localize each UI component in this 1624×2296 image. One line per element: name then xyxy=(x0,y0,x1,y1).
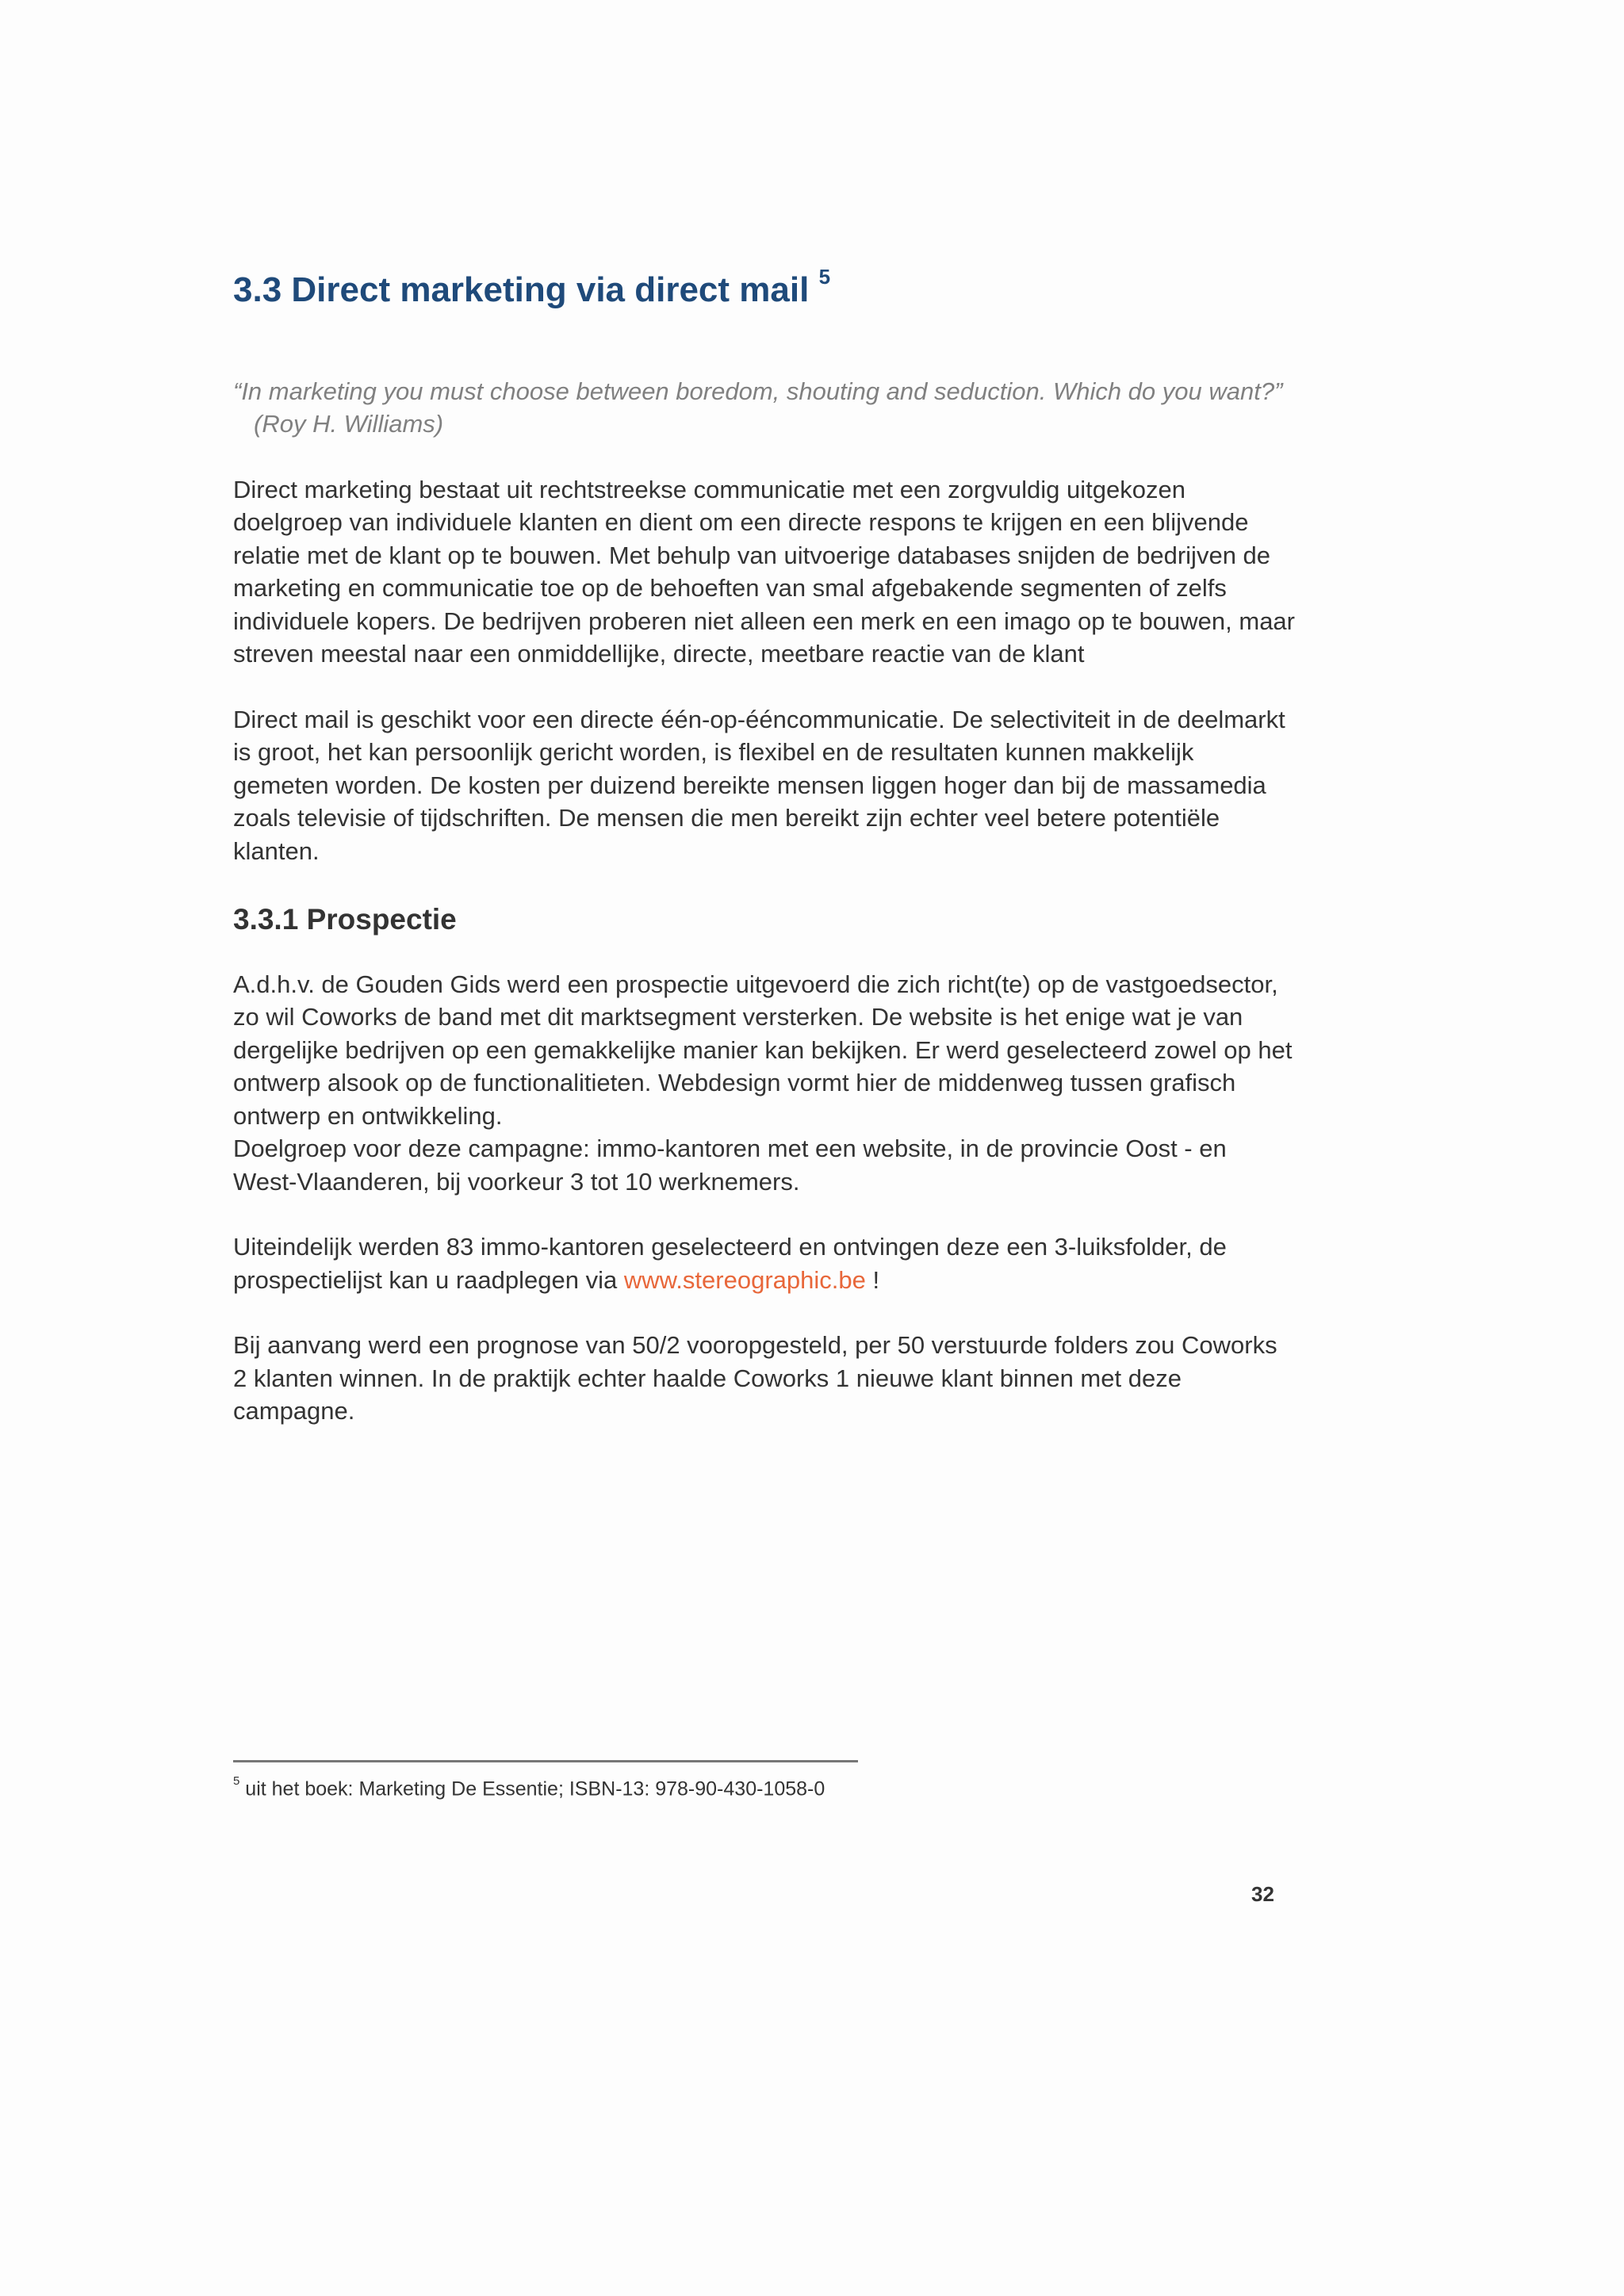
quote-author: (Roy H. Williams) xyxy=(254,410,444,438)
quote-text: “In marketing you must choose between boredom, shouting and seduction. Which do you want?” xyxy=(233,377,1283,405)
paragraph-doelgroep: Doelgroep voor deze campagne: immo-kantoren met een website, in de provincie Oost - en West-Vlaanderen, bij voorkeur 3 tot 10 werknemers. xyxy=(233,1135,1227,1196)
paragraph-direct-marketing: Direct marketing bestaat uit rechtstreekse communicatie met een zorgvuldig uitgekozen doelgroep van individuele klanten en dient om een directe respons te krijgen en een blijvende relatie met de klant op te bouwen. Met behulp van uitvoerige databases snijden de bedrijven de marketing en communicatie toe op de behoeften van smal afgebakende segmenten of zelfs individuele kopers. De bedrijven proberen niet alleen een merk en een imago op te bouwen, maar streven meestal naar een onmiddellijke, directe, meetbare reactie van de klant xyxy=(233,475,1295,668)
page-content xyxy=(233,265,1296,1428)
footnote-reference[interactable]: 5 xyxy=(818,265,831,289)
paragraph-direct-mail: Direct mail is geschikt voor een directe één-op-ééncommunicatie. De selectiviteit in de deelmarkt is groot, het kan persoonlijk gericht worden, is flexibel en de resultaten kunnen makkelijk gemeten worden. De kosten per duizend bereikte mensen liggen hoger dan bij de massamedia zoals televisie of tijdschriften. De mensen die men bereikt zijn echter veel betere potentiële klanten. xyxy=(233,705,1285,865)
section-title xyxy=(233,265,1296,312)
footnote-text: uit het boek: Marketing De Essentie; ISBN-13: 978-90-430-1058-0 xyxy=(245,1777,825,1800)
paragraph-prognose: Bij aanvang werd een prognose van 50/2 vooropgesteld, per 50 verstuurde folders zou Coworks 2 klanten winnen. In de praktijk echter haalde Coworks 1 nieuwe klant binnen met deze campagne. xyxy=(233,1331,1277,1425)
section-title-text: 3.3 Direct marketing via direct mail xyxy=(233,270,810,309)
paragraph-selection xyxy=(233,1230,1296,1296)
quote-block xyxy=(233,375,1296,441)
footnote-number: 5 xyxy=(233,1774,240,1788)
page-number: 32 xyxy=(1251,1882,1274,1906)
website-link[interactable]: www.stereographic.be xyxy=(623,1265,866,1294)
selection-text: Uiteindelijk werden 83 immo-kantoren geselecteerd en ontvingen deze een 3-luiksfolder, de prospectielijst kan u raadplegen via xyxy=(233,1233,1227,1294)
paragraph-prospectie: A.d.h.v. de Gouden Gids werd een prospectie uitgevoerd die zich richt(te) op de vastgoedsector, zo wil Coworks de band met dit marktsegment versterken. De website is het enige wat je van dergelijke bedrijven op een gemakkelijke manier kan bekijken. Er werd geselecteerd zowel op het ontwerp alsook op de functionalitieten. Webdesign vormt hier de middenweg tussen grafisch ontwerp en ontwikkeling. xyxy=(233,970,1293,1130)
footnote xyxy=(233,1772,825,1801)
footnote-divider xyxy=(233,1760,858,1762)
subsection-title: 3.3.1 Prospectie xyxy=(233,903,457,936)
selection-text-end: ! xyxy=(865,1265,880,1294)
